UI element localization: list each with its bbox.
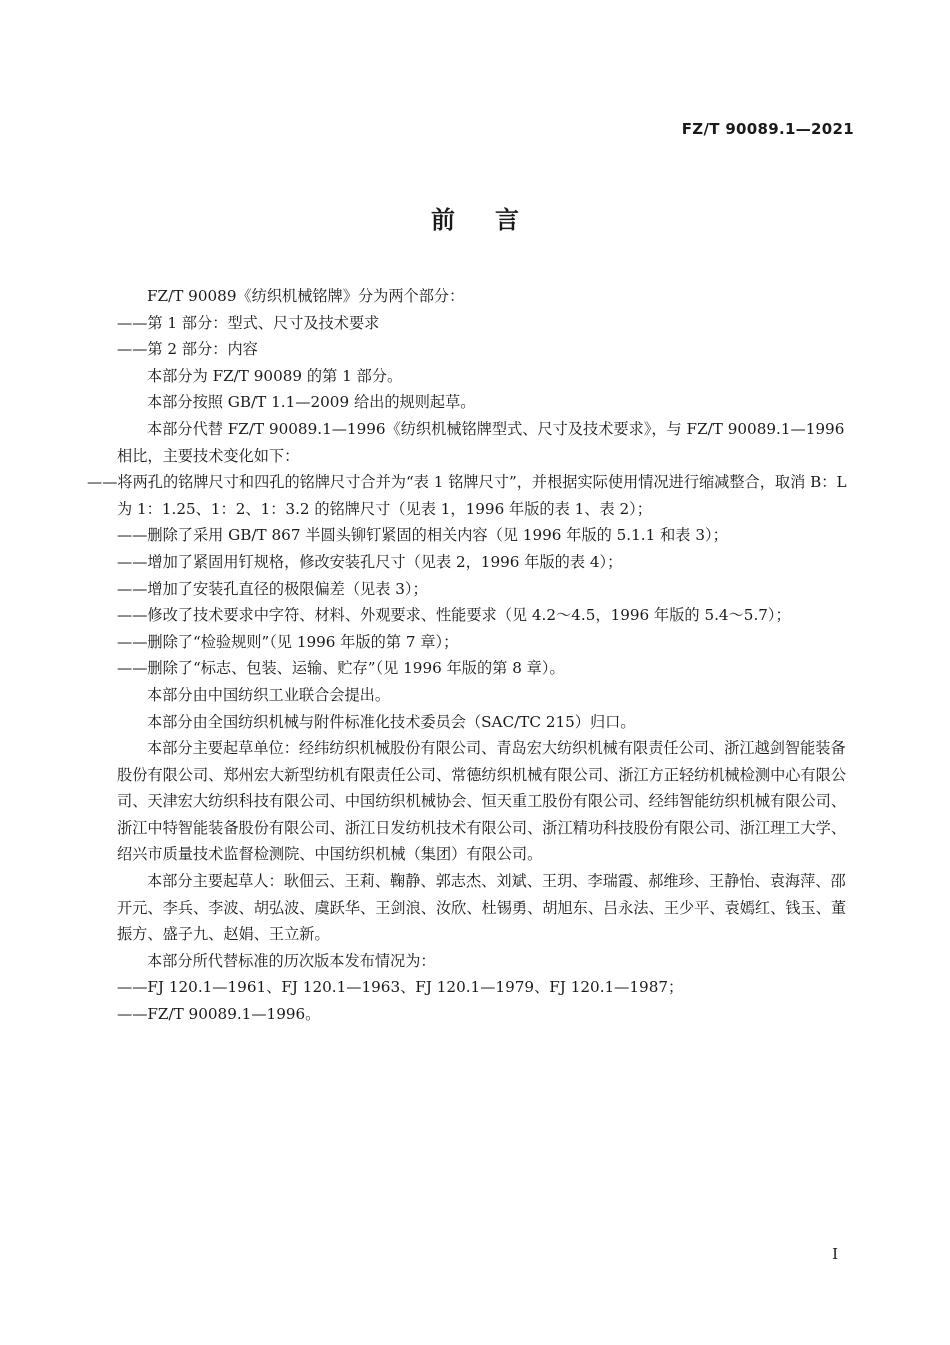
list-item-change-1: ——将两孔的铭牌尺寸和四孔的铭牌尺寸合并为“表 1 铭牌尺寸”，并根据实际使用情况进行缩减整合，取消 B：L 为 1：1.25、1：2、1：3.2 的铭牌尺寸（见表 1，1996 年版的表 1、表 2）； xyxy=(87,473,847,518)
paragraph-proposer: 本部分由中国纺织工业联合会提出。 xyxy=(147,685,390,704)
foreword-body xyxy=(87,283,857,1028)
page-number: I xyxy=(832,1245,838,1263)
list-item-change-7: ——删除了“标志、包装、运输、贮存”（见 1996 年版的第 8 章）。 xyxy=(117,659,565,678)
page-title: 前言 xyxy=(431,206,559,234)
paragraph-committee: 本部分由全国纺织机械与附件标准化技术委员会（SAC/TC 215）归口。 xyxy=(147,712,636,731)
list-item-change-4: ——增加了安装孔直径的极限偏差（见表 3）； xyxy=(117,579,428,598)
list-item-part-2: ——第 2 部分：内容 xyxy=(117,340,258,359)
list-item-history-1: ——FJ 120.1—1961、FJ 120.1—1963、FJ 120.1—1979、FJ 120.1—1987； xyxy=(117,978,684,997)
paragraph-part-statement: 本部分为 FZ/T 90089 的第 1 部分。 xyxy=(147,366,403,385)
paragraph-history-intro: 本部分所代替标准的历次版本发布情况为： xyxy=(147,951,436,970)
paragraph-replaces: 本部分代替 FZ/T 90089.1—1996《纺织机械铭牌型式、尺寸及技术要求》，与 FZ/T 90089.1—1996 相比，主要技术变化如下： xyxy=(117,419,845,465)
list-item-history-2: ——FZ/T 90089.1—1996。 xyxy=(117,1005,321,1024)
list-item-part-1: ——第 1 部分：型式、尺寸及技术要求 xyxy=(117,313,380,332)
paragraph-drafting-units: 本部分主要起草单位：经纬纺织机械股份有限公司、青岛宏大纺织机械有限责任公司、浙江越剑智能装备股份有限公司、郑州宏大新型纺机有限责任公司、常德纺织机械有限公司、浙江方正轻纺机械检测中心有限公司、天津宏大纺织科技有限公司、中国纺织机械协会、恒天重工股份有限公司、经纬智能纺织机械有限公司、浙江中特智能装备股份有限公司、浙江日发纺机技术有限公司、浙江精功科技股份有限公司、浙江理工大学、绍兴市质量技术监督检测院、中国纺织机械（集团）有限公司。 xyxy=(117,739,846,864)
document-code: FZ/T 90089.1—2021 xyxy=(681,120,854,138)
list-item-change-2: ——删除了采用 GB/T 867 半圆头铆钉紧固的相关内容（见 1996 年版的 5.1.1 和表 3）； xyxy=(117,526,728,545)
list-item-change-5: ——修改了技术要求中字符、材料、外观要求、性能要求（见 4.2～4.5，1996 年版的 5.4～5.7）； xyxy=(117,606,791,625)
paragraph-drafting-rules: 本部分按照 GB/T 1.1—2009 给出的规则起草。 xyxy=(147,393,476,412)
paragraph-intro: FZ/T 90089《纺织机械铭牌》分为两个部分： xyxy=(147,287,465,305)
list-item-change-6: ——删除了“检验规则”（见 1996 年版的第 7 章）； xyxy=(117,632,459,651)
list-item-change-3: ——增加了紧固用钉规格，修改安装孔尺寸（见表 2，1996 年版的表 4）； xyxy=(117,552,623,571)
paragraph-drafters: 本部分主要起草人：耿佃云、王莉、鞠静、郭志杰、刘斌、王玥、李瑞霞、郝维珍、王静怡、袁海萍、邵开元、李兵、李波、胡弘波、虞跃华、王剑浪、汝欣、杜锡勇、胡旭东、吕永法、王少平、袁嫣红、钱玉、董振方、盛子九、赵娟、王立新。 xyxy=(117,872,846,944)
